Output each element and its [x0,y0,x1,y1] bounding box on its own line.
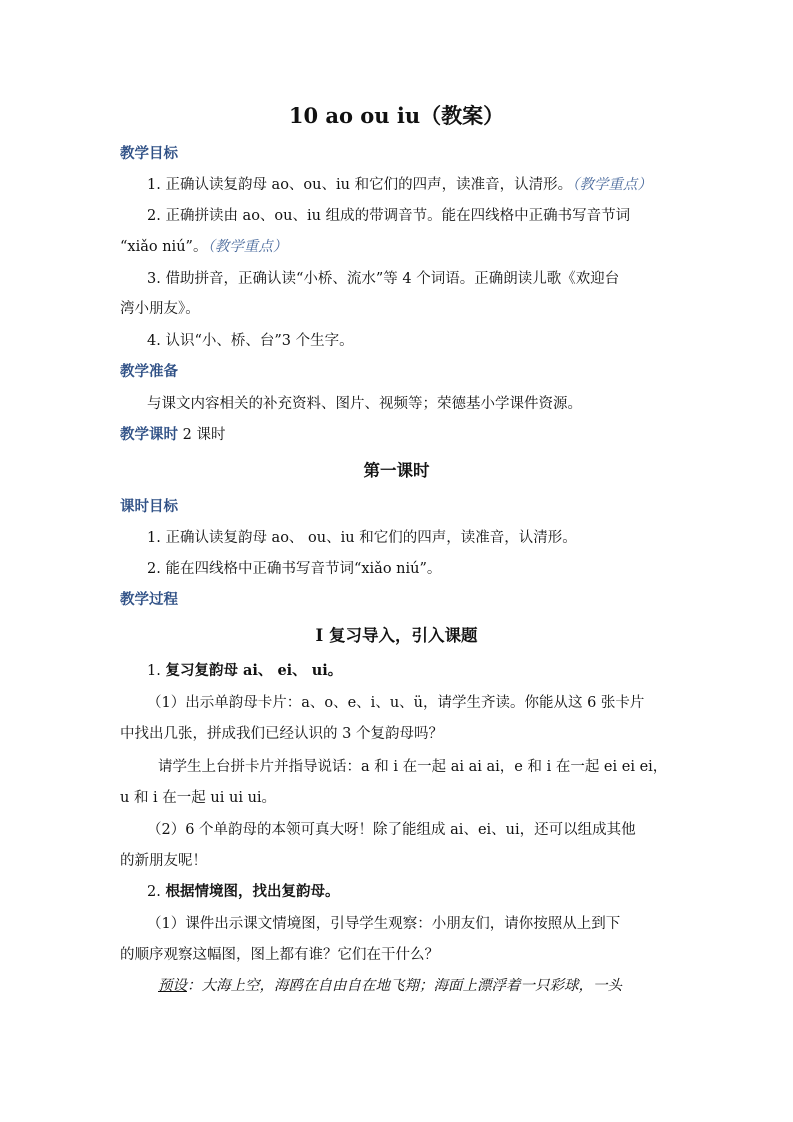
goal-item-3: 3. 借助拼音，正确认读“小桥、流水”等 4 个词语。正确朗读儿歌《欢迎台 [147,271,620,287]
document-title: 10 ao ou iu（教案） [288,103,505,128]
paragraph-2b: u 和 i 在一起 ui ui ui。 [120,790,277,806]
goal-item-1: 1. 正确认读复韵母 ao、ou、iu 和它们的四声，读准音，认清形。（教学重点） [147,177,652,193]
paragraph-1a: （1）出示单韵母卡片：a、o、e、i、u、ü，请学生齐读。你能从这 6 张卡片 [147,695,645,711]
section-heading-lesson-goals: 课时目标 [120,499,178,515]
paragraph-3a: （2）6 个单韵母的本领可真大呀！除了能组成 ai、ei、ui，还可以组成其他 [147,822,636,838]
lesson-goal-2: 2. 能在四线格中正确书写音节词“xiǎo niú”。 [147,561,442,577]
section-heading-goals: 教学目标 [120,146,178,162]
section-heading-hours: 教学课时 [120,427,178,443]
note-key-point: （教学重点） [572,177,652,193]
note-key-point: （教学重点） [207,239,288,255]
preset-paragraph: 预设：大海上空，海鸥在自由自在地飞翔；海面上漂浮着一只彩球，一头 [158,978,622,994]
step-1: 1. 复习复韵母 ai、 ei、 ui。 [147,662,343,679]
prep-text: 与课文内容相关的补充资料、图片、视频等；荣德基小学课件资源。 [147,396,582,412]
step-2-title: 根据情境图，找出复韵母。 [165,883,340,900]
paragraph-3b: 的新朋友呢！ [120,853,207,869]
step-2: 2. 根据情境图，找出复韵母。 [147,883,340,900]
step-1-title: 复习复韵母 ai、 ei、 ui。 [165,662,343,679]
paragraph-4a: （1）课件出示课文情境图，引导学生观察：小朋友们，请你按照从上到下 [147,916,621,932]
paragraph-4b: 的顺序观察这幅图，图上都有谁？它们在干什么？ [120,947,439,963]
paragraph-1b: 中找出几张，拼成我们已经认识的 3 个复韵母吗？ [120,726,443,742]
teaching-hours: 教学课时 2 课时 [120,427,226,443]
preset-label: 预设 [158,978,187,994]
paragraph-2a: 请学生上台拼卡片并指导说话：a 和 i 在一起 ai ai ai，e 和 i 在一起 ei ei ei， [158,759,668,775]
goal-item-2-cont: “xiǎo niú”。（教学重点） [120,239,288,255]
lesson-goal-1: 1. 正确认读复韵母 ao、 ou、iu 和它们的四声，读准音，认清形。 [147,530,577,546]
goal-item-4: 4. 认识“小、桥、台”3 个生字。 [147,333,354,349]
section-heading-prep: 教学准备 [120,364,178,380]
goal-item-3-cont: 湾小朋友》。 [120,301,200,317]
part-title: Ⅰ 复习导入，引入课题 [315,626,478,645]
section-heading-process: 教学过程 [120,592,178,608]
goal-item-2: 2. 正确拼读由 ao、ou、iu 组成的带调音节。能在四线格中正确书写音节词 [147,208,631,224]
lesson-title: 第一课时 [363,461,430,480]
